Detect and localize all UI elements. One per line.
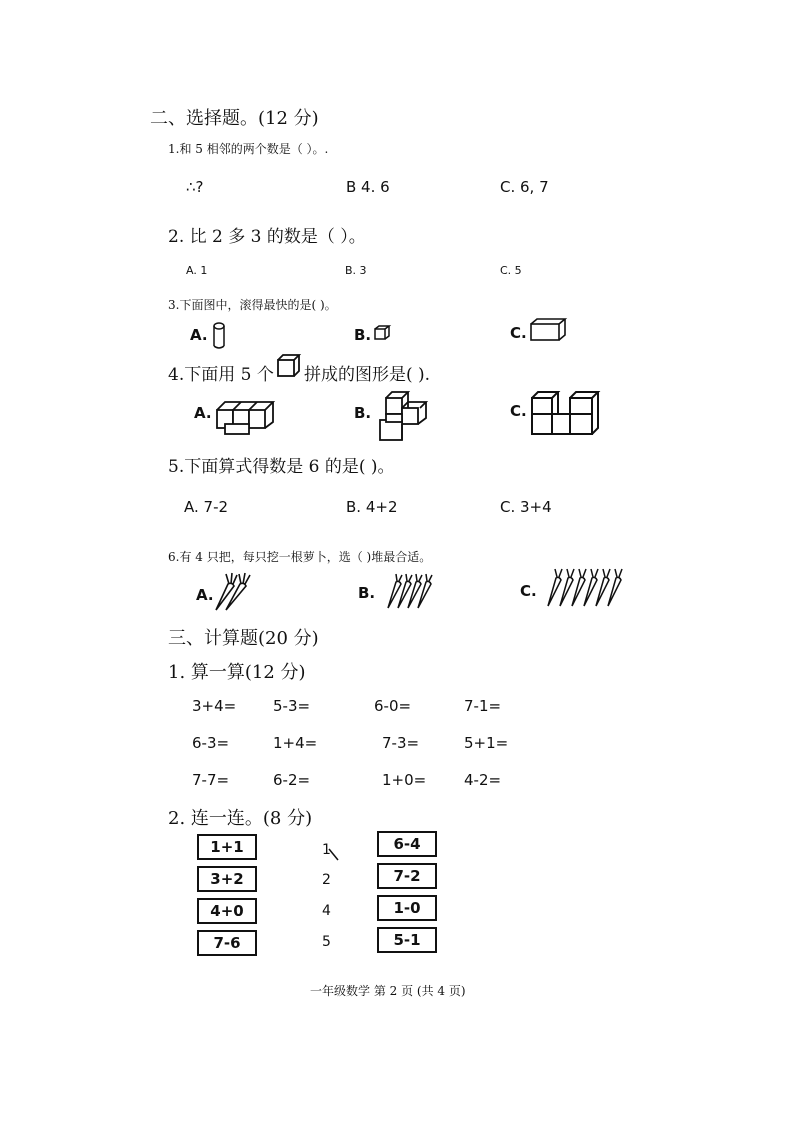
match-left-box[interactable]: 3+2 bbox=[197, 866, 257, 892]
q5-option-b: B. 4+2 bbox=[346, 498, 398, 516]
q2-option-c: C. 5 bbox=[500, 264, 522, 277]
calc-item: 7-3= bbox=[382, 734, 420, 752]
question-1: 1.和 5 相邻的两个数是（ ）。. bbox=[168, 142, 329, 156]
cube-shape-c-icon bbox=[530, 388, 600, 438]
match-right-box[interactable]: 1-0 bbox=[377, 895, 437, 921]
calc-item: 5-3= bbox=[273, 697, 311, 715]
q4-option-a: A. bbox=[194, 404, 212, 422]
calc-item: 6-3= bbox=[192, 734, 230, 752]
q2-option-a: A. 1 bbox=[186, 264, 208, 277]
question-4-part2: 拼成的图形是( ). bbox=[304, 365, 431, 385]
match-number[interactable]: 4 bbox=[322, 903, 331, 919]
calc-item: 6-2= bbox=[273, 771, 311, 789]
cylinder-icon bbox=[212, 322, 226, 350]
q4-option-c: C. bbox=[510, 402, 527, 420]
match-right-box[interactable]: 7-2 bbox=[377, 863, 437, 889]
calc-item: 1+4= bbox=[273, 734, 318, 752]
cube-icon bbox=[374, 325, 390, 341]
subsection-2-title: 2. 连一连。(8 分) bbox=[168, 808, 313, 829]
pen-mark-icon bbox=[328, 848, 340, 862]
page-footer: 一年级数学 第 2 页 (共 4 页) bbox=[310, 984, 466, 998]
match-left-box[interactable]: 1+1 bbox=[197, 834, 257, 860]
section-2-title: 二、选择题。(12 分) bbox=[150, 108, 319, 129]
match-number[interactable]: 5 bbox=[322, 934, 331, 950]
carrots-4-icon bbox=[384, 572, 444, 610]
question-2: 2. 比 2 多 3 的数是（ ）。 bbox=[168, 227, 366, 247]
match-left-box[interactable]: 7-6 bbox=[197, 930, 257, 956]
section-3-title: 三、计算题(20 分) bbox=[168, 628, 319, 649]
q3-option-a: A. bbox=[190, 326, 208, 344]
carrots-6-icon bbox=[544, 566, 630, 608]
match-left-box[interactable]: 4+0 bbox=[197, 898, 257, 924]
match-number[interactable]: 1 bbox=[322, 842, 331, 858]
cuboid-icon bbox=[530, 318, 566, 342]
calc-item: 1+0= bbox=[382, 771, 427, 789]
q5-option-a: A. 7-2 bbox=[184, 498, 229, 516]
subsection-1-title: 1. 算一算(12 分) bbox=[168, 662, 306, 683]
calc-item: 3+4= bbox=[192, 697, 237, 715]
calc-item: 6-0= bbox=[374, 697, 412, 715]
question-6: 6.有 4 只把，每只挖一根萝卜，选（ )堆最合适。 bbox=[168, 550, 432, 564]
q1-option-b: B 4. 6 bbox=[346, 178, 390, 196]
q6-option-a: A. bbox=[196, 586, 214, 604]
question-5: 5.下面算式得数是 6 的是( )。 bbox=[168, 457, 395, 477]
cube-shape-b-icon bbox=[378, 390, 434, 444]
cube-shape-a-icon bbox=[216, 396, 274, 436]
q3-option-b: B. bbox=[354, 326, 372, 344]
q6-option-c: C. bbox=[520, 582, 537, 600]
match-number[interactable]: 2 bbox=[322, 872, 331, 888]
q1-option-a: ∴? bbox=[186, 178, 204, 196]
carrots-2-icon bbox=[212, 570, 260, 612]
match-right-box[interactable]: 6-4 bbox=[377, 831, 437, 857]
match-right-box[interactable]: 5-1 bbox=[377, 927, 437, 953]
calc-item: 7-1= bbox=[464, 697, 502, 715]
q5-option-c: C. 3+4 bbox=[500, 498, 552, 516]
question-4-part1: 4.下面用 5 个 bbox=[168, 365, 274, 385]
small-cube-icon bbox=[277, 354, 301, 378]
calc-item: 7-7= bbox=[192, 771, 230, 789]
q3-option-c: C. bbox=[510, 324, 527, 342]
q4-option-b: B. bbox=[354, 404, 372, 422]
question-3: 3.下面图中，滚得最快的是( )。 bbox=[168, 298, 337, 312]
calc-item: 5+1= bbox=[464, 734, 509, 752]
q6-option-b: B. bbox=[358, 584, 376, 602]
calc-item: 4-2= bbox=[464, 771, 502, 789]
q2-option-b: B. 3 bbox=[345, 264, 367, 277]
q1-option-c: C. 6, 7 bbox=[500, 178, 549, 196]
